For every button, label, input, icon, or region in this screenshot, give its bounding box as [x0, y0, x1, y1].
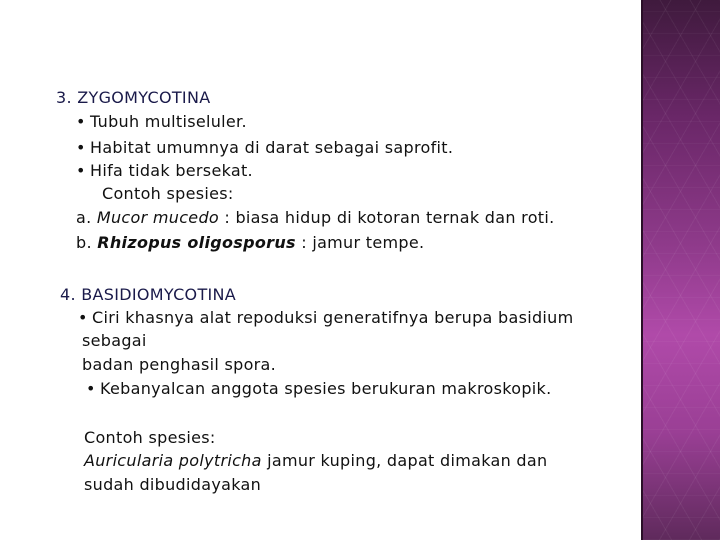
pattern-overlay — [641, 0, 720, 540]
section-4-bullet-2 — [86, 378, 551, 399]
bullet-text: Habitat umumnya di darat sebagai saprofit. — [90, 138, 454, 157]
section-3-example-b — [76, 232, 424, 253]
example-desc: jamur kuping, dapat dimakan dan — [261, 451, 548, 470]
section-4-bullet-1-line-3: badan penghasil spora. — [82, 355, 277, 374]
example-prefix: b. — [76, 233, 92, 252]
decorative-side-panel — [641, 0, 720, 540]
example-desc: : biasa hidup di kotoran ternak dan roti. — [219, 208, 555, 227]
species-name: Mucor mucedo — [96, 208, 219, 227]
section-3-bullet-1 — [76, 111, 247, 132]
section-4-example-line-1 — [84, 450, 547, 471]
example-desc: : jamur tempe. — [295, 233, 425, 252]
bullet-glyph: • — [78, 308, 88, 327]
section-3-bullet-2 — [76, 137, 453, 158]
bullet-text: Hifa tidak bersekat. — [90, 161, 253, 180]
bullet-glyph: • — [86, 379, 96, 398]
bullet-text: Ciri khasnya alat repoduksi generatifnya berupa basidium — [92, 308, 574, 327]
section-3-example-label: Contoh spesies: — [102, 184, 234, 203]
species-name: Auricularia polytricha — [84, 451, 262, 470]
section-3-example-a — [76, 207, 554, 228]
bullet-text: Kebanyalcan anggota spesies berukuran makroskopik. — [100, 379, 552, 398]
example-prefix: a. — [76, 208, 92, 227]
bullet-glyph: • — [76, 112, 86, 131]
bullet-glyph: • — [76, 161, 86, 180]
section-4-bullet-1-line-2: sebagai — [82, 331, 147, 350]
bullet-text: Tubuh multiseluler. — [90, 112, 247, 131]
species-name: Rhizopus oligosporus — [97, 233, 296, 252]
section-4-example-line-2: sudah dibudidayakan — [84, 475, 262, 494]
section-3-heading: 3. ZYGOMYCOTINA — [56, 88, 211, 107]
section-4-bullet-1-line-1 — [78, 307, 574, 328]
bullet-glyph: • — [76, 138, 86, 157]
section-4-heading: 4. BASIDIOMYCOTINA — [60, 285, 237, 304]
panel-divider — [641, 0, 643, 540]
section-4-example-label: Contoh spesies: — [84, 428, 216, 447]
section-3-bullet-3 — [76, 160, 253, 181]
